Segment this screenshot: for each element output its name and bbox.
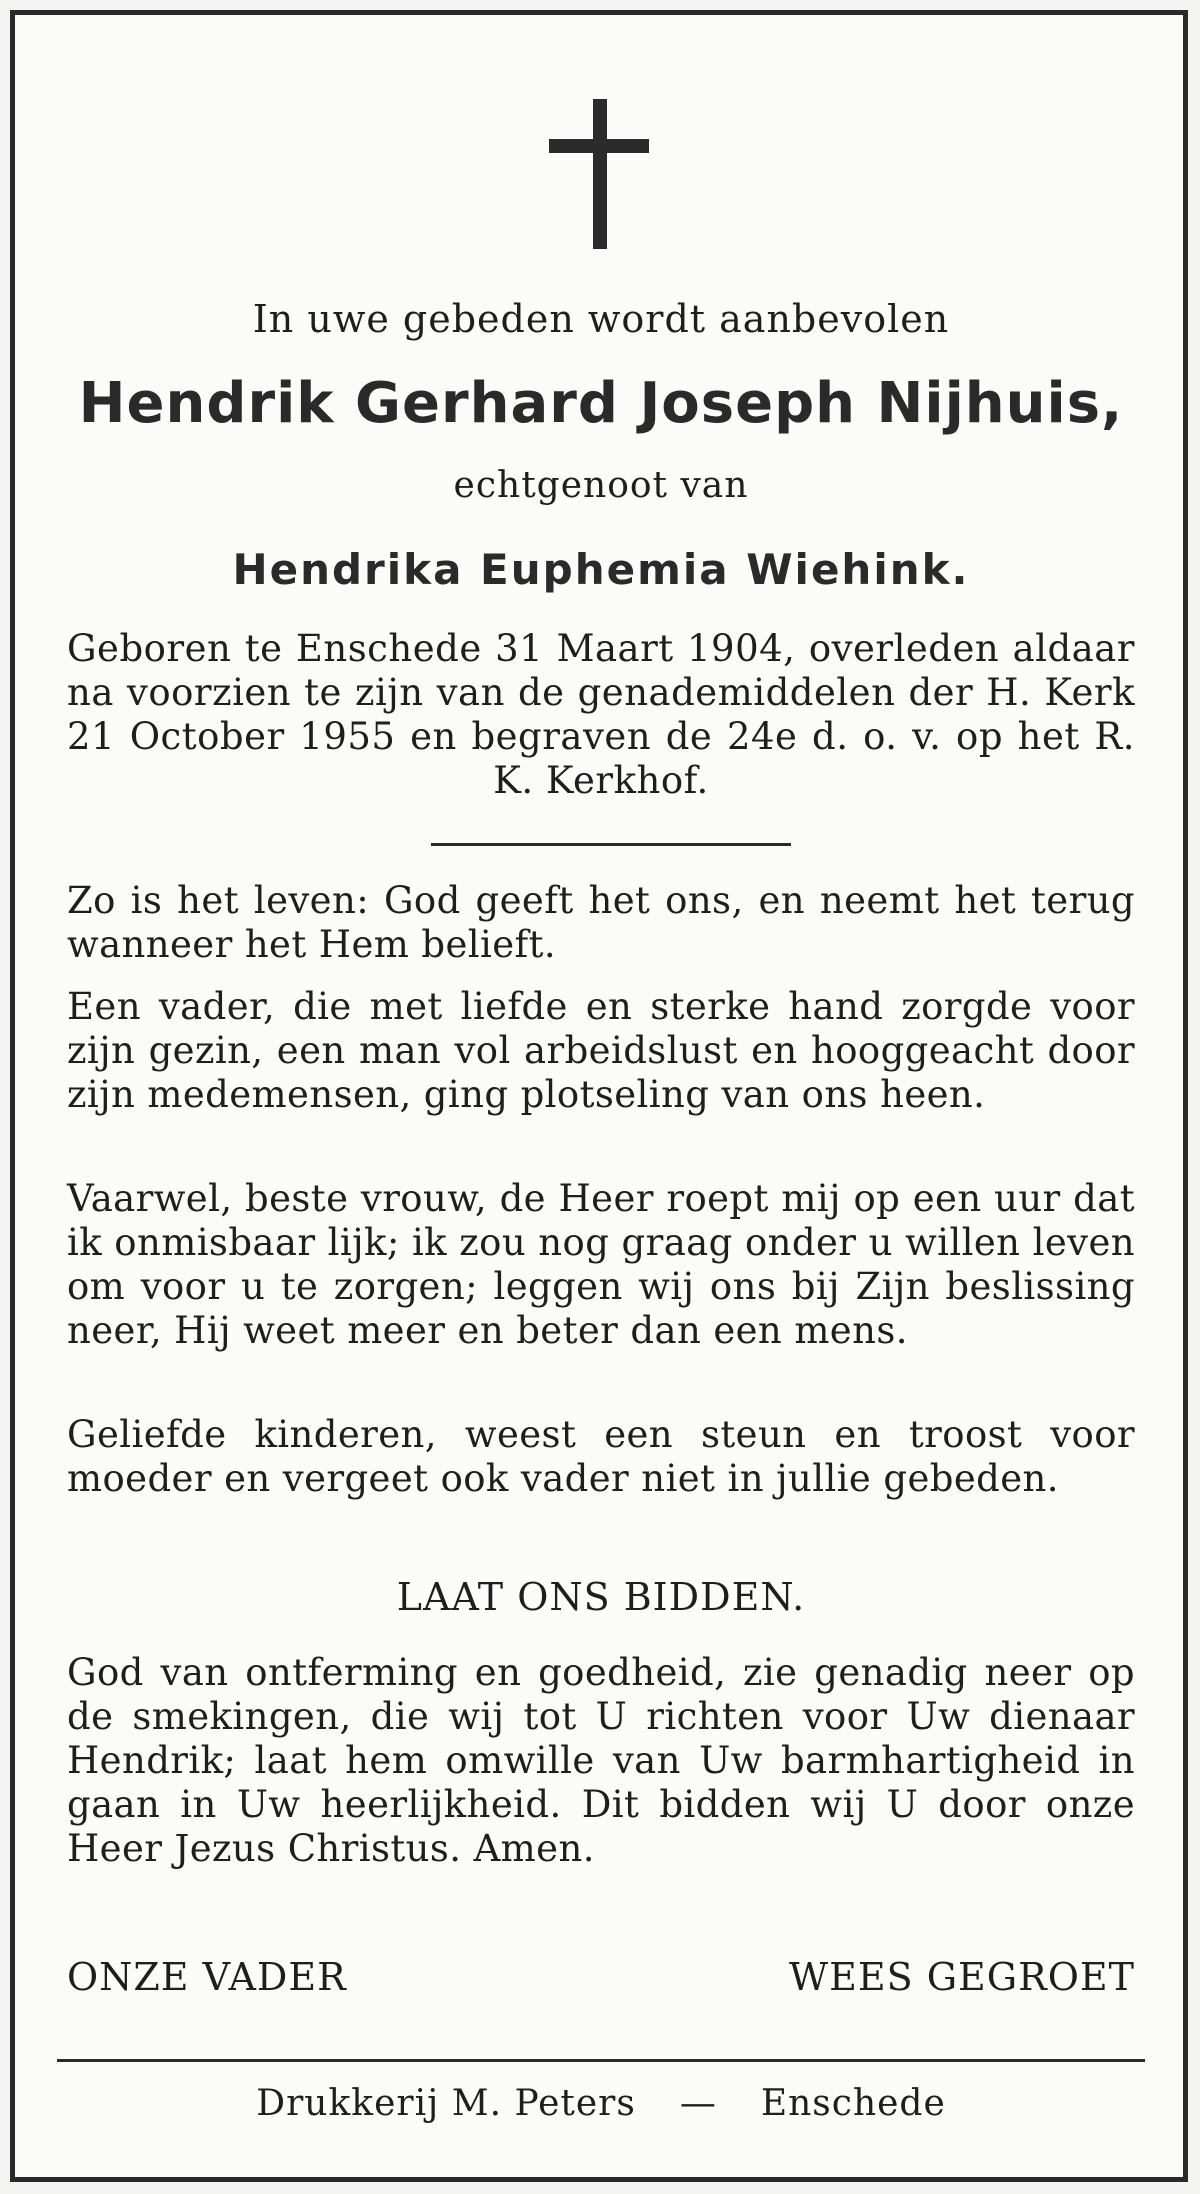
prayer-hail-mary: WEES GEGROET <box>789 1955 1135 1999</box>
printer-separator: — <box>679 2083 717 2124</box>
verse-paragraph: Vaarwel, beste vrouw, de Heer roept mij op een uur dat ik onmisbaar lijk; ik zou nog graag onder u willen leven om voor u te zorgen; leggen wij ons bij Zijn beslissing neer, Hij weet meer en beter dan een mens. <box>67 1177 1135 1352</box>
printer-line <box>67 2083 1135 2124</box>
printer-city: Enschede <box>760 2083 946 2124</box>
prayer-our-father: ONZE VADER <box>67 1955 347 1999</box>
divider <box>431 843 791 846</box>
verse-paragraph: Een vader, die met liefde en sterke hand zorgde voor zijn gezin, een man vol arbeidslust en hooggeacht door zijn medemensen, ging plotseling van ons heen. <box>67 985 1135 1116</box>
spouse-intro: echtgenoot van <box>453 465 749 506</box>
verse-paragraph: Geliefde kinderen, weest een steun en troost voor moeder en vergeet ook vader niet in jullie gebeden. <box>67 1413 1135 1500</box>
biography: Geboren te Enschede 31 Maart 1904, overleden aldaar na voorzien te zijn van de genademiddelen der H. Kerk 21 October 1955 en begraven de 24e d. o. v. op het R. K. Kerkhof. <box>67 627 1135 802</box>
spouse-name: Hendrika Euphemia Wiehink. <box>232 545 970 594</box>
prayer-title: LAAT ONS BIDDEN. <box>396 1575 806 1619</box>
memorial-card <box>10 10 1188 2182</box>
footer-divider <box>57 2059 1145 2062</box>
card-content <box>67 15 1135 2177</box>
deceased-name: Hendrik Gerhard Joseph Nijhuis, <box>78 371 1124 436</box>
prayers-row <box>67 1955 1135 1999</box>
intro-text: In uwe gebeden wordt aanbevolen <box>252 297 950 341</box>
printer-name: Drukkerij M. Peters <box>256 2083 636 2124</box>
prayer-text: God van ontferming en goedheid, zie genadig neer op de smekingen, die wij tot U richten voor Uw dienaar Hendrik; laat hem omwille van Uw barmhartigheid in gaan in Uw heerlijkheid. Dit bidden wij U door onze Heer Jezus Christus. Amen. <box>67 1651 1135 1870</box>
verse-paragraph: Zo is het leven: God geeft het ons, en neemt het terug wanneer het Hem belieft. <box>67 879 1135 966</box>
